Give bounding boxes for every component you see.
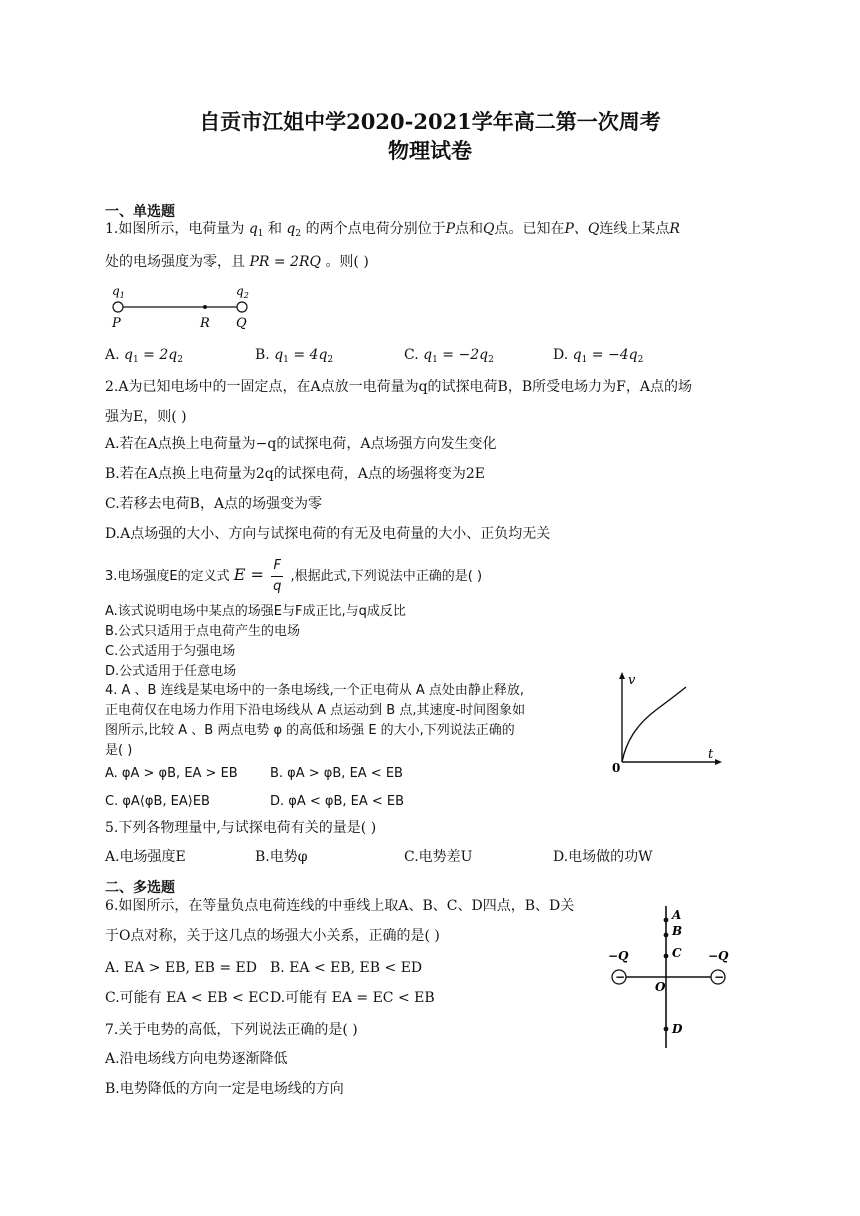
q3-option-b: B.公式只适用于点电荷产生的电场: [105, 624, 301, 639]
q5-option-d: D.电场做的功W: [553, 849, 653, 865]
q1-var: P: [445, 221, 455, 237]
q6-option-d: D.可能有 EA = EC < EB: [270, 990, 435, 1006]
q7-stem: 7.关于电势的高低，下列说法正确的是( ): [105, 1022, 358, 1038]
fig-q2-label: $q_2$: [236, 284, 249, 300]
q1-var: R: [669, 221, 680, 237]
q3-formula-lhs: E =: [233, 565, 264, 584]
point-d-dot: [664, 1027, 669, 1032]
q1-var: q: [286, 221, 296, 237]
q1-text: 点。已知在: [494, 221, 565, 237]
fig-q-label: Q: [236, 316, 247, 331]
q6-stem-line1: 6.如图所示，在等量负点电荷连线的中垂线上取A、B、C、D四点，B、D关: [105, 898, 575, 914]
q3-stem: [105, 556, 482, 597]
q6-figure: [606, 902, 734, 1052]
t-axis-arrow-icon: [715, 759, 722, 765]
q3-option-d: D.公式适用于任意电场: [105, 664, 237, 679]
q3-text: 3.电场强度E的定义式: [105, 569, 230, 584]
fig-r-label: R: [200, 316, 210, 331]
q4-option-c: C. φA⟨φB, EA⟩EB: [105, 794, 210, 809]
label-b: B: [672, 924, 683, 938]
section-multi-choice: 二、多选题: [105, 880, 175, 896]
q1-relation: PR = 2RQ: [249, 254, 321, 270]
point-r-dot: [203, 305, 207, 309]
right-charge-label: −Q: [708, 949, 729, 963]
q1-text: 连线上某点: [599, 221, 670, 237]
left-minus-sign: −: [615, 970, 626, 984]
point-a-dot: [664, 918, 669, 923]
q1-text: 处的电场强度为零，且: [105, 254, 245, 270]
q5-option-a: A.电场强度E: [105, 849, 186, 865]
q5-option-c: C.电势差U: [404, 849, 473, 865]
q6-option-b: B. EA < EB, EB < ED: [270, 960, 423, 976]
fig-p-label: P: [112, 316, 121, 331]
q2-option-c: C.若移去电荷B，A点的场强变为零: [105, 496, 323, 512]
q5-stem: 5.下列各物理量中,与试探电荷有关的量是( ): [105, 820, 377, 836]
q6-stem-line2: 于O点对称，关于这几点的场强大小关系，正确的是( ): [105, 928, 440, 944]
v-axis-label: v: [628, 673, 636, 688]
q4-option-b: B. φA > φB, EA < EB: [270, 766, 403, 781]
label-o: O: [655, 980, 666, 994]
right-minus-sign: −: [714, 970, 725, 984]
q2-option-a: A.若在A点换上电荷量为−q的试探电荷，A点场强方向发生变化: [105, 436, 497, 452]
q1-var: q: [248, 221, 258, 237]
q2-stem-line2: 强为E，则( ): [105, 409, 187, 425]
fig-q1-label: $q_1$: [112, 284, 125, 300]
q1-sub: 2: [295, 229, 302, 239]
q5-option-b: B.电势φ: [255, 849, 308, 865]
q1-text: 和: [267, 221, 282, 237]
q2-stem-line1: 2.A为已知电场中的一固定点，在A点放一电荷量为q的试探电荷B，B所受电场力为F，A点的场: [105, 379, 692, 395]
q6-option-c: C.可能有 EA < EB < EC: [105, 990, 270, 1006]
charge-q2-circle: [237, 302, 247, 312]
q4-option-d: D. φA < φB, EA < EB: [270, 794, 405, 809]
q4-line3: 图所示,比较 A 、B 两点电势 φ 的高低和场强 E 的大小,下列说法正确的: [105, 723, 515, 738]
q4-line2: 正电荷仅在电场力作用下沿电场线从 A 点运动到 B 点,其速度-时间图象如: [105, 703, 526, 718]
q4-line1: 4. A 、B 连线是某电场中的一条电场线,一个正电荷从 A 点处由静止释放,: [105, 683, 525, 698]
origin-label: 0: [612, 761, 621, 775]
point-c-dot: [664, 954, 669, 959]
q1-text: 。则( ): [325, 254, 369, 270]
q4-line4: 是( ): [105, 743, 133, 758]
q3-option-c: C.公式适用于匀强电场: [105, 644, 236, 659]
q7-option-b: B.电势降低的方向一定是电场线的方向: [105, 1081, 344, 1097]
exam-subtitle: 物理试卷: [388, 138, 472, 163]
q1-option-c: C. $q_1 = -2q_2$: [404, 347, 494, 365]
label-d: D: [672, 1022, 683, 1036]
q1-text: 点和: [455, 221, 483, 237]
q1-text: 的两个点电荷分别位于: [305, 221, 446, 237]
q6-option-a: A. EA > EB, EB = ED: [105, 960, 257, 976]
q1-figure: [105, 284, 265, 334]
q1-option-a: A. $q_1 = 2q_2$: [105, 347, 183, 365]
t-axis-label: t: [708, 747, 714, 762]
section-single-choice: 一、单选题: [105, 204, 175, 220]
q2-option-b: B.若在A点换上电荷量为2q的试探电荷，A点的场强将变为2E: [105, 466, 485, 482]
q1-var: P、Q: [564, 221, 600, 237]
q4-option-a: A. φA > φB, EA > EB: [105, 766, 238, 781]
q1-stem-line1: [105, 219, 680, 244]
q7-option-a: A.沿电场线方向电势逐渐降低: [105, 1051, 288, 1067]
q2-option-d: D.A点场强的大小、方向与试探电荷的有无及电荷量的大小、正负均无关: [105, 526, 551, 542]
point-b-dot: [664, 933, 669, 938]
q1-option-b: B. $q_1 = 4q_2$: [255, 347, 334, 365]
q1-text: 1.如图所示，电荷量为: [105, 221, 245, 237]
q3-option-a: A.该式说明电场中某点的场强E与F成正比,与q成反比: [105, 604, 406, 619]
q3-text: ,根据此式,下列说法中正确的是( ): [290, 569, 483, 584]
q1-stem-line2: [105, 252, 369, 272]
charge-q1-circle: [113, 302, 123, 312]
q1-sub: 1: [257, 229, 264, 239]
vt-curve: [622, 687, 686, 762]
label-a: A: [672, 908, 682, 922]
v-axis-arrow-icon: [619, 672, 625, 679]
q3-fraction: $\frac{F}{q}$: [273, 558, 282, 594]
exam-title: 自贡市江姐中学2020-2021学年高二第一次周考: [199, 109, 661, 134]
label-c: C: [672, 946, 682, 960]
left-charge-label: −Q: [608, 949, 629, 963]
q1-var: Q: [483, 221, 495, 237]
q1-option-d: D. $q_1 = -4q_2$: [553, 347, 644, 365]
q4-vt-graph: [608, 670, 728, 775]
